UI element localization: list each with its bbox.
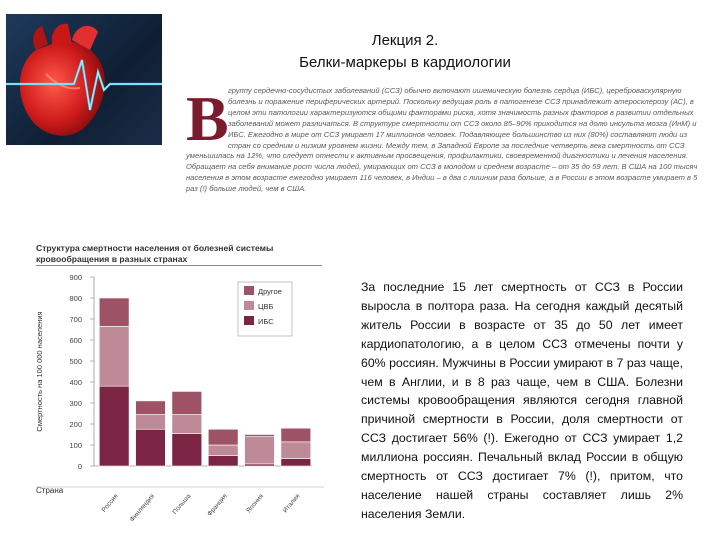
dropcap-spacer (186, 83, 229, 154)
y-tick-label: 200 (69, 420, 82, 429)
bar-segment (245, 437, 275, 464)
y-axis-label: Смертность на 100 000 населения (35, 311, 44, 432)
bar-segment (281, 442, 311, 459)
x-axis-label: Страна (36, 486, 64, 495)
main-paragraph: За последние 15 лет смертность от ССЗ в России выросла в полтора раза. На сегодня каждый десятый житель России в возрасте от 35 до 50 лет имеет кардиопатологию, а в целом ССЗ отмечены почти у 60% россиян. Мужчины в России умирают в 7 раз чаще, чем в Англии, и в 8 раз чаще, чем в США. Болезни системы кровообращения являются сегодня главной причиной смертности в России, доля смертности от ССЗ достигает 56% (!). Ежегодно от ССЗ умирает 1,2 миллиона россиян. Печальный вклад России в общую смертность от ССЗ достигает 7% (!), притом, что население нашей страны составляет лишь 2% населения Земли. (361, 280, 683, 521)
chart-title-line1: Структура смертности населения от болезней системы (36, 243, 274, 253)
y-tick-label: 400 (69, 378, 82, 387)
y-tick-label: 800 (69, 294, 82, 303)
legend-label: Другое (258, 287, 282, 296)
y-tick-label: 700 (69, 315, 82, 324)
bar-segment (208, 445, 238, 456)
y-tick-label: 600 (69, 336, 82, 345)
bar-segment (172, 433, 202, 466)
bar-segment (172, 391, 202, 414)
legend-label: ИБС (258, 317, 274, 326)
legend-swatch (244, 301, 254, 310)
bar-segment (136, 415, 166, 430)
slide-title-line2: Белки-маркеры в кардиологии (299, 54, 511, 71)
heart-illustration (6, 14, 162, 145)
heart-ecg-icon (6, 14, 162, 145)
x-tick-label: Польша (171, 492, 193, 516)
x-tick-label: Франция (206, 492, 229, 518)
y-tick-label: 0 (77, 462, 82, 471)
bar-segment (208, 456, 238, 467)
x-tick-label: Италия (281, 492, 302, 515)
bar-segment (99, 298, 129, 326)
bar-segment (245, 435, 275, 437)
legend-swatch (244, 316, 254, 325)
bar-segment (136, 429, 166, 466)
slide-title-line1: Лекция 2. (371, 32, 439, 49)
legend-label: ЦВБ (258, 302, 274, 311)
chart-title-line2: кровообращения в разных странах (36, 254, 188, 264)
slide-title (250, 30, 560, 74)
bar-segment (136, 401, 166, 415)
x-tick-label: Россия (100, 492, 120, 514)
legend-swatch (244, 286, 254, 295)
stacked-bar-chart (30, 268, 330, 530)
y-tick-label: 900 (69, 273, 82, 282)
bar-segment (99, 386, 129, 466)
chart-title-divider (36, 265, 322, 266)
x-tick-label: Япония (245, 492, 266, 515)
y-tick-label: 500 (69, 357, 82, 366)
y-tick-label: 300 (69, 399, 82, 408)
article-paragraph (186, 83, 706, 195)
drop-cap: В (186, 83, 229, 154)
x-tick-label: Финляндия (128, 492, 157, 524)
bar-segment (99, 326, 129, 386)
bar-segment (172, 415, 202, 434)
article-text: группу сердечно-сосудистых заболеваний (ССЗ) обычно включают ишемическую болезнь сердца (ИБС), цереброваскулярную болезнь и поражение периферических артерий. Поскольку ведущая роль в патогенезе ССЗ принадлежит атеросклерозу (АС), в целом эти патологии характеризуются общими факторами риска, хотя значимость разных факторов в развитии отдельных заболеваний может различаться. В структуре смертности от ССЗ около 85–90% приходится на долю инсульта мозга (ИнМ) и ИБС. Ежегодно в мире от ССЗ умирает 17 миллионов человек. Подавляющее большинство из них (80%) составляют люди из стран со средним и низким уровнем жизни. Между тем, в Западной Европе за последние четверть века смертность от ССЗ уменьшилась на 12%, что следует отнести к активным просвещения, профилактики, своевременной диагностики и лечения населения. Обращает на себя внимание рост числа людей, умирающих от ССЗ в молодом и среднем возрасте – от 35 до 59 лет. В США на 100 тысяч населения в этом возрасте ежегодно умирает 116 человек, в Индии – в два с лишним раза больше, а в России в этом возрасте умирает в 5 раз (!) больше людей, чем в США. (186, 86, 698, 194)
chart-title (36, 243, 326, 265)
y-tick-label: 100 (69, 441, 82, 450)
bar-segment (208, 429, 238, 445)
bar-segment (245, 464, 275, 466)
bar-segment (281, 428, 311, 442)
bar-segment (281, 459, 311, 466)
